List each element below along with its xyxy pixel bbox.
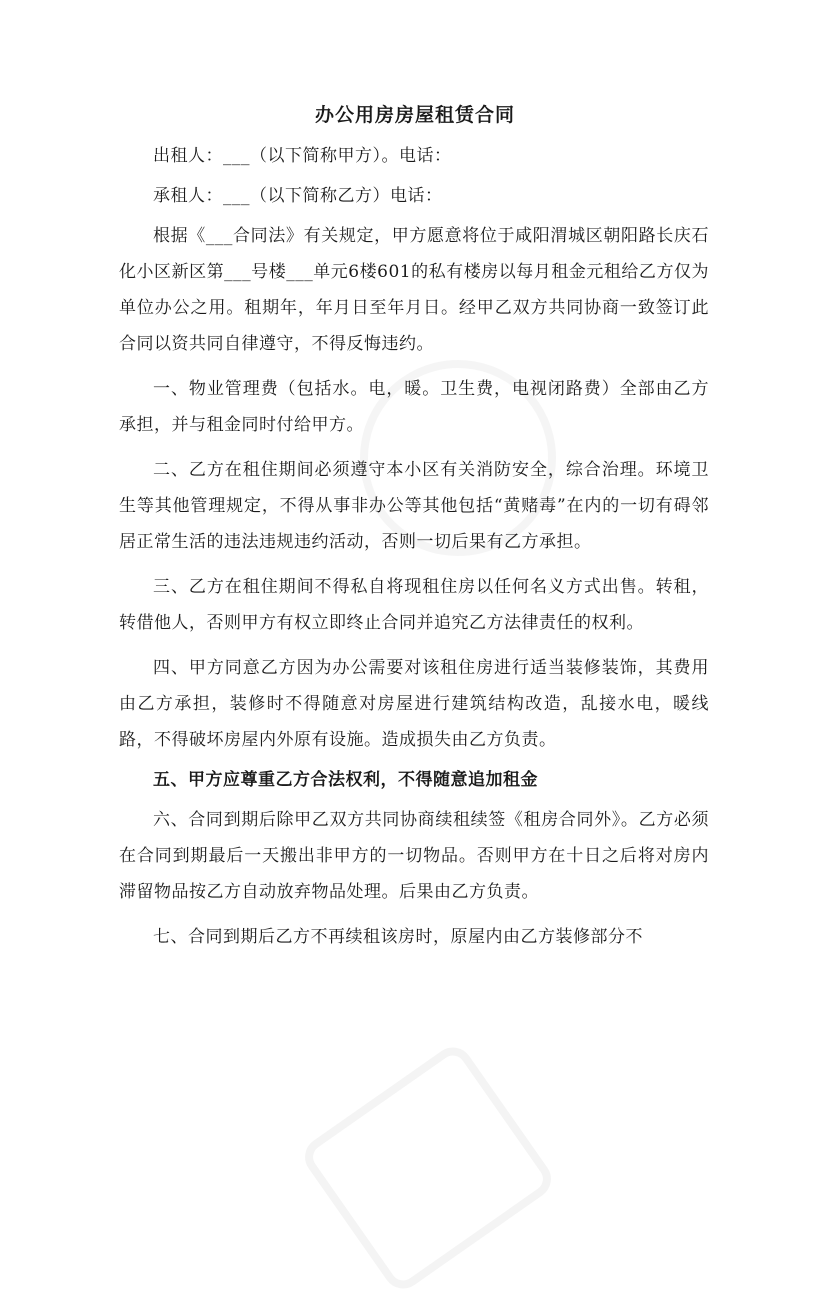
clause-6: 六、合同到期后除甲乙双方共同协商续租续签《租房合同外》。乙方必须在合同到期最后一天搬出非甲方的一切物品。否则甲方在十日之后将对房内滞留物品按乙方自动放弃物品处理。后果由乙方负责。 [119,810,709,902]
document-body [119,138,709,964]
clause-7: 七、合同到期后乙方不再续租该房时，原屋内由乙方装修部分不 [153,927,643,947]
clause-3: 三、乙方在租住期间不得私自将现租住房以任何名义方式出售。转租，转借他人，否则甲方有权立即终止合同并追究乙方法律责任的权利。 [119,577,709,633]
clause-2: 二、乙方在租住期间必须遵守本小区有关消防安全，综合治理。环境卫生等其他管理规定，不得从事非办公等其他包括“黄赌毒”在内的一切有碍邻居正常生活的违法违规违约活动，否则一切后果有乙方承担。 [119,460,709,552]
lessor-line: 出租人：___（以下简称甲方）。电话： [153,146,452,166]
lessee-line: 承租人：___（以下简称乙方）电话： [153,186,443,206]
clause-4: 四、甲方同意乙方因为办公需要对该租住房进行适当装修装饰，其费用由乙方承担，装修时不得随意对房屋进行建筑结构改造，乱接水电，暖线路，不得破坏房屋内外原有设施。造成损失由乙方负责。 [119,658,709,750]
watermark-stamp [297,1040,559,1296]
clause-1: 一、物业管理费（包括水。电，暖。卫生费，电视闭路费）全部由乙方承担，并与租金同时付给甲方。 [119,379,709,435]
clause-5: 五、甲方应尊重乙方合法权利，不得随意追加租金 [153,770,538,790]
intro-paragraph: 根据《___合同法》有关规定，甲方愿意将位于咸阳渭城区朝阳路长庆石化小区新区第___号楼___单元6楼601的私有楼房以每月租金元租给乙方仅为单位办公之用。租期年，年月日至年月日。经甲乙双方共同协商一致签订此合同以资共同自律遵守，不得反悔违约。 [119,226,709,354]
document-title: 办公用房房屋租赁合同 [314,104,515,126]
